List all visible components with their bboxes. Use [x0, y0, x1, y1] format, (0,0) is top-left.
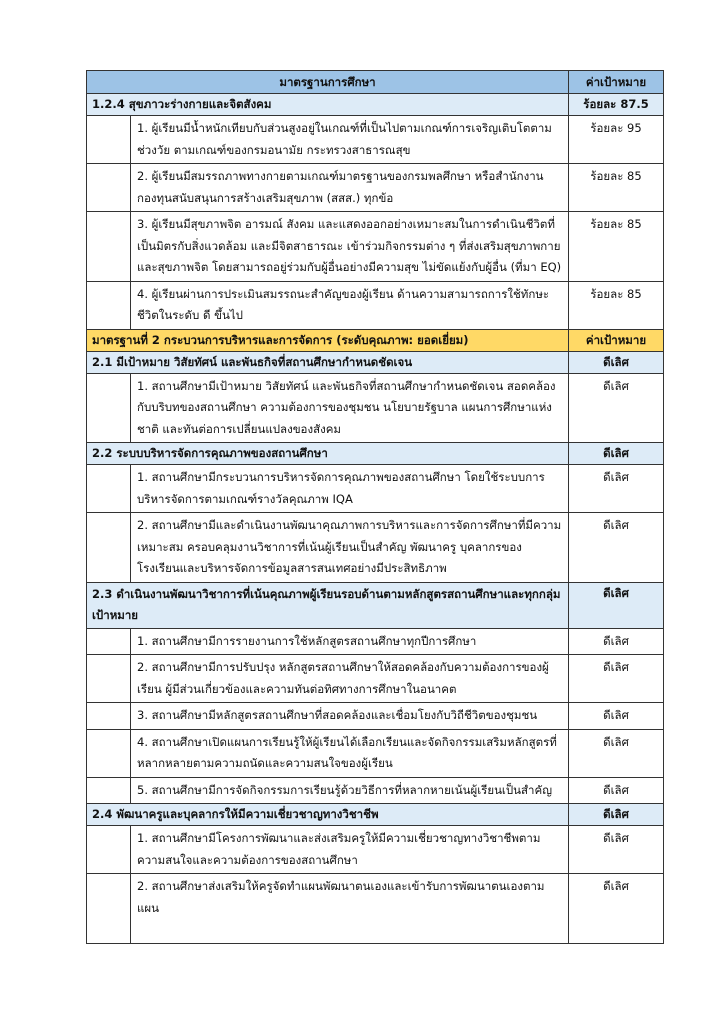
item-text: 1. สถานศึกษามีเป้าหมาย วิสัยทัศน์ และพันธกิจที่สถานศึกษากำหนดชัดเจน สอดคล้อง กับบริบทของสถานศึกษา ความต้องการของชุมชน นโยบายรัฐบาล แผนการศึกษาแห่งชาติ และทันต่อการเปลี่ยนแปลงของสังคม — [131, 373, 569, 443]
item-target: ดีเลิศ — [569, 826, 664, 874]
table-row — [87, 729, 664, 777]
item-target: ดีเลิศ — [569, 628, 664, 655]
item-target: ร้อยละ 85 — [569, 281, 664, 329]
section-row — [87, 582, 664, 628]
item-text: 1. สถานศึกษามีโครงการพัฒนาและส่งเสริมครูให้มีความเชี่ยวชาญทางวิชาชีพตามความสนใจและความต้องการของสถานศึกษา — [131, 826, 569, 874]
table-row — [87, 777, 664, 804]
standard-target: ค่าเป้าหมาย — [569, 329, 664, 351]
item-target: ร้อยละ 95 — [569, 116, 664, 164]
section-row — [87, 443, 664, 465]
table-row — [87, 826, 664, 874]
table-row — [87, 281, 664, 329]
section-target: ร้อยละ 87.5 — [569, 94, 664, 116]
table-row — [87, 116, 664, 164]
header-target: ค่าเป้าหมาย — [569, 71, 664, 94]
table-row — [87, 465, 664, 513]
item-target: ดีเลิศ — [569, 729, 664, 777]
item-target: ดีเลิศ — [569, 703, 664, 730]
item-text: 5. สถานศึกษามีการจัดกิจกรรมการเรียนรู้ด้วยวิธีการที่หลากหายเน้นผู้เรียนเป็นสำคัญ — [131, 777, 569, 804]
table-header-row — [87, 71, 664, 94]
item-text: 4. ผู้เรียนผ่านการประเมินสมรรถนะสำคัญของผู้เรียน ด้านความสามารถการใช้ทักษะชีวิตในระดับ ดี ขึ้นไป — [131, 281, 569, 329]
item-text: 2. สถานศึกษามีการปรับปรุง หลักสูตรสถานศึกษาให้สอดคล้องกับความต้องการของผู้เรียน ผู้มีส่วนเกี่ยวข้องและความทันต่อทิศทางการศึกษาในอนาคต — [131, 655, 569, 703]
item-target: ดีเลิศ — [569, 373, 664, 443]
table-row — [87, 628, 664, 655]
section-title: 2.1 มีเป้าหมาย วิสัยทัศน์ และพันธกิจที่สถานศึกษากำหนดชัดเจน — [87, 351, 569, 373]
section-target: ดีเลิศ — [569, 582, 664, 628]
table-row — [87, 874, 664, 944]
item-text: 3. สถานศึกษามีหลักสูตรสถานศึกษาที่สอดคล้องและเชื่อมโยงกับวิถีชีวิตของชุมชน — [131, 703, 569, 730]
item-text: 1. สถานศึกษามีการรายงานการใช้หลักสูตรสถานศึกษาทุกปีการศึกษา — [131, 628, 569, 655]
item-target: ดีเลิศ — [569, 874, 664, 944]
section-row — [87, 94, 664, 116]
table-row — [87, 513, 664, 583]
item-target: ร้อยละ 85 — [569, 212, 664, 282]
standard-row — [87, 329, 664, 351]
item-target: ดีเลิศ — [569, 777, 664, 804]
section-target: ดีเลิศ — [569, 804, 664, 826]
header-standard: มาตรฐานการศึกษา — [87, 71, 569, 94]
section-title: 2.4 พัฒนาครูและบุคลากรให้มีความเชี่ยวชาญทางวิชาชีพ — [87, 804, 569, 826]
item-text: 2. สถานศึกษามีและดำเนินงานพัฒนาคุณภาพการบริหารและการจัดการศึกษาที่มีความเหมาะสม ครอบคลุมงานวิชาการที่เน้นผู้เรียนเป็นสำคัญ พัฒนาครู บุคลากรของโรงเรียนและบริหารจัดการข้อมูลสารสนเทศอย่างมีประสิทธิภาพ — [131, 513, 569, 583]
section-title: 2.3 ดำเนินงานพัฒนาวิชาการที่เน้นคุณภาพผู้เรียนรอบด้านตามหลักสูตรสถานศึกษาและทุกกลุ่มเป้าหมาย — [87, 582, 569, 628]
item-text: 4. สถานศึกษาเปิดแผนการเรียนรู้ให้ผู้เรียนได้เลือกเรียนและจัดกิจกรรมเสริมหลักสูตรที่หลากหลายตามความถนัดและความสนใจของผู้เรียน — [131, 729, 569, 777]
section-title: 1.2.4 สุขภาวะร่างกายและจิตสังคม — [87, 94, 569, 116]
item-target: ดีเลิศ — [569, 465, 664, 513]
table-row — [87, 655, 664, 703]
item-target: ดีเลิศ — [569, 513, 664, 583]
item-text: 2. ผู้เรียนมีสมรรถภาพทางกายตามเกณฑ์มาตรฐานของกรมพลศึกษา หรือสำนักงานกองทุนสนับสนุนการสร้างเสริมสุขภาพ (สสส.) ทุกข้อ — [131, 164, 569, 212]
table-row — [87, 164, 664, 212]
item-target: ร้อยละ 85 — [569, 164, 664, 212]
section-row — [87, 804, 664, 826]
standard-title: มาตรฐานที่ 2 กระบวนการบริหารและการจัดการ (ระดับคุณภาพ: ยอดเยี่ยม) — [87, 329, 569, 351]
section-title: 2.2 ระบบบริหารจัดการคุณภาพของสถานศึกษา — [87, 443, 569, 465]
education-standards-table — [86, 70, 664, 944]
item-text: 3. ผู้เรียนมีสุขภาพจิต อารมณ์ สังคม และแสดงออกอย่างเหมาะสมในการดำเนินชีวิตที่เป็นมิตรกับสิ่งแวดล้อม และมีจิตสาธารณะ เข้าร่วมกิจกรรมต่าง ๆ ที่ส่งเสริมสุขภาพกายและสุขภาพจิต โดยสามารถอยู่ร่วมกับผู้อื่นอย่างมีความสุข ไม่ขัดแย้งกับผู้อื่น (ที่มา EQ) — [131, 212, 569, 282]
item-target: ดีเลิศ — [569, 655, 664, 703]
section-target: ดีเลิศ — [569, 351, 664, 373]
table-row — [87, 373, 664, 443]
table-row — [87, 703, 664, 730]
section-row — [87, 351, 664, 373]
table-row — [87, 212, 664, 282]
item-text: 2. สถานศึกษาส่งเสริมให้ครูจัดทำแผนพัฒนาตนเองและเข้ารับการพัฒนาตนเองตามแผน — [131, 874, 569, 944]
section-target: ดีเลิศ — [569, 443, 664, 465]
item-text: 1. สถานศึกษามีกระบวนการบริหารจัดการคุณภาพของสถานศึกษา โดยใช้ระบบการบริหารจัดการตามเกณฑ์รางวัลคุณภาพ IQA — [131, 465, 569, 513]
item-text: 1. ผู้เรียนมีน้ำหนักเทียบกับส่วนสูงอยู่ในเกณฑ์ที่เป็นไปตามเกณฑ์การเจริญเติบโตตามช่วงวัย ตามเกณฑ์ของกรมอนามัย กระทรวงสาธารณสุข — [131, 116, 569, 164]
